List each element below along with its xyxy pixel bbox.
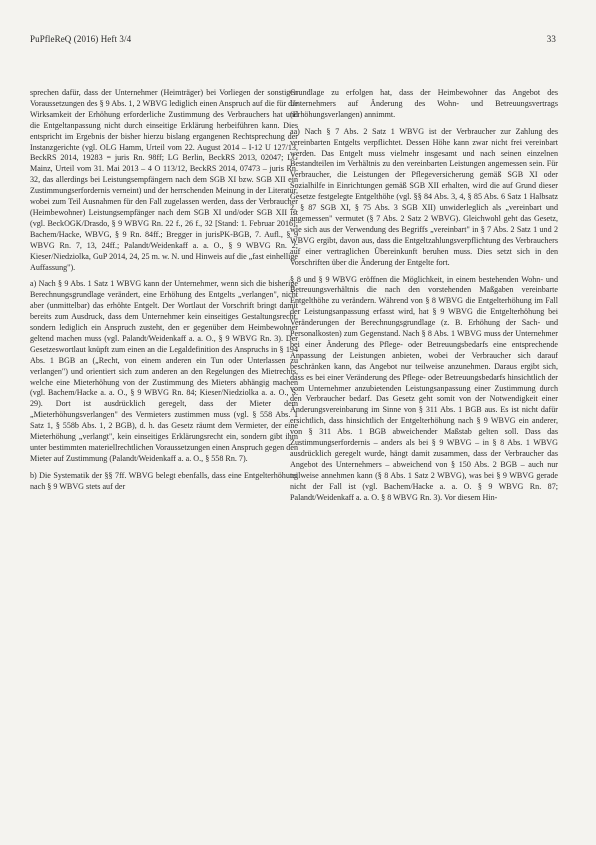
page-header <box>30 34 556 48</box>
left-paragraph-1: sprechen dafür, dass der Unternehmer (Heimträger) bei Vorliegen der sonstigen Voraussetzungen des § 9 Abs. 1, 2 WBVG lediglich einen Anspruch auf die für die Wirksamkeit der Erhöhung erforderliche Zustimmung des Verbrauchers hat und die Entgeltanpassung nicht durch einseitige Erklärung herbeiführen kann. Dies entspricht im Ergebnis der bisher hierzu bislang ergangenen Rechtsprechung der Instanzgerichte (vgl. OLG Hamm, Urteil vom 22. August 2014 – I-12 U 127/13, BeckRS 2014, 19283 = juris Rn. 98ff; LG Berlin, BeckRS 2013, 02047; LG Mainz, Urteil vom 31. Mai 2013 – 4 O 113/12, BeckRS 2014, 07473 – juris Rn. 32, das allerdings bei Leistungsempfängern nach dem SGB XI bzw. SGB XII ein Zustimmungserfordernis verneint) und der herrschenden Meinung in der Literatur, wobei zum Teil Ausnahmen für den Fall zugelassen werden, dass der Verbraucher (Heimbewohner) Leistungsempfänger nach dem SGB XI und/oder SGB XII ist (vgl. BeckOGK/Drasdo, § 9 WBVG Rn. 22 f., 26 f., 32 [Stand: 1. Februar 2016]; Bachem/Hacke, WBVG, § 9 Rn. 84ff.; Bregger in jurisPK-BGB, 7. Aufl., § 9 WBVG Rn. 7, 13, 24ff.; Palandt/Weidenkaff a. a. O., § 9 WBVG Rn. 2; Kieser/Niedziolka, GuP 2014, 24, 25 m. w. N. und Hinweis auf die „fast einhellige Auffassung"). <box>30 88 298 272</box>
left-paragraph-2: a) Nach § 9 Abs. 1 Satz 1 WBVG kann der Unternehmer, wenn sich die bisherige Berechnungsgrundlage verändert, eine Erhöhung des Entgelts „verlangen", nicht aber (unmittelbar) das erhöhte Entgelt. Der Wortlaut der Vorschrift bringt damit bereits zum Ausdruck, dass dem Unternehmer kein einseitiges Gestaltungsrecht, sondern lediglich ein Anspruch zusteht, den er gegenüber dem Heimbewohner geltend machen muss (vgl. Palandt/Weidenkaff a. a. O., § 9 WBVG Rn. 3). Der Gesetzeswortlaut knüpft zum einen an die Legaldefinition des Anspruchs in § 194 Abs. 1 BGB an („Recht, von einem anderen ein Tun oder Unterlassen zu verlangen") und orientiert sich zum anderen an den Regelungen des Mietrechts, welche eine Mieterhöhung von der Zustimmung des Mieters abhängig machen (vgl. Bachem/Hacke a. a. O., § 9 WBVG Rn. 84; Kieser/Niedziolka a. a. O., S. 29). Dort ist ausdrücklich geregelt, dass der Mieter dem „Mieterhöhungsverlangen" des Vermieters zustimmen muss (vgl. § 558 Abs. 1 Satz 1, § 558b Abs. 1, 2 BGB), d. h. das Gesetz räumt dem Vermieter, der eine Mieterhöhung „verlangt", kein einseitiges Erklärungsrecht ein, sondern gibt ihm unter bestimmten materiellrechtlichen Voraussetzungen einen Anspruch gegen den Mieter auf Zustimmung (Palandt/Weidenkaff a. a. O., § 558 Rn. 7). <box>30 279 298 463</box>
left-paragraph-3: b) Die Systematik der §§ 7ff. WBVG belegt ebenfalls, dass eine Entgelterhöhung nach § 9 WBVG stets auf der <box>30 470 298 491</box>
right-column <box>290 88 558 508</box>
right-paragraph-2: aa) Nach § 7 Abs. 2 Satz 1 WBVG ist der Verbraucher zur Zahlung des vereinbarten Entgelts verpflichtet. Dessen Höhe kann zwar nicht frei vereinbart werden. Das Entgelt muss vielmehr insgesamt und nach seinen einzelnen Bestandteilen im Verhältnis zu den vereinbarten Leistungen angemessen sein. Für Verbraucher, die Leistungen der Pflegeversicherung gemäß SGB XI oder Sozialhilfe in Einrichtungen gemäß SGB XII erhalten, wird die auf Grund dieser Gesetze festgelegte Entgelthöhe (vgl. §§ 84 Abs. 3, 4, § 85 Abs. 6 Satz 1 Halbsatz 2, § 87 SGB XI, § 75 Abs. 3 SGB XII) unwiderleglich als „vereinbart und angemessen" vermutet (§ 7 Abs. 2 Satz 2 WBVG). Gleichwohl geht das Gesetz, wie sich aus der Verwendung des Begriffs „vereinbart" in § 7 Abs. 2 Satz 1 und 2 WBVG ergibt, davon aus, dass die Entgeltzahlungsverpflichtung des Verbrauchers auf einer vertraglichen Übereinkunft beruhen muss. Dies setzt sich in den Vorschriften über die Änderung der Entgelte fort. <box>290 126 558 267</box>
right-paragraph-3: § 8 und § 9 WBVG eröffnen die Möglichkeit, in einem bestehenden Wohn- und Betreuungsverhältnis die nach den vorstehenden Maßgaben vereinbarte Entgelthöhe zu verändern. Während von § 8 WBVG die Entgelterhöhung im Fall der Leistungsanpassung erfasst wird, hat § 9 WBVG die Entgelterhöhung bei Veränderungen der Berechnungsgrundlage (z. B. Erhöhung der Sach- und Personalkosten) zum Gegenstand. Nach § 8 Abs. 1 WBVG muss der Unternehmer bei einer Änderung des Pflege- oder Betreuungsbedarfs eine entsprechende Anpassung der Leistungen anbieten, wobei der Verbraucher sich darauf beschränken kann, das Angebot nur teilweise anzunehmen. Daraus ergibt sich, dass es bei einer Veränderung des Pflege- oder Betreuungsbedarfs hinsichtlich der vom Unternehmer anzubietenden Leistungsanpassung einer Zustimmung durch den Verbraucher bedarf. Das Gesetz geht somit von der Notwendigkeit einer Änderungsvereinbarung im Sinne von § 311 Abs. 1 BGB aus. Es ist nicht dafür ersichtlich, dass hinsichtlich der Entgelterhöhung nach § 9 WBVG ein anderer, von § 311 Abs. 1 BGB abweichender Maßstab gelten soll. Dass das Zustimmungserfordernis – anders als bei § 9 WBVG – in § 8 Abs. 1 WBVG ausdrücklich geregelt wurde, hängt damit zusammen, dass der Verbraucher das Angebot des Unternehmers – abweichend von § 150 Abs. 2 BGB – auch nur teilweise annehmen kann (§ 8 Abs. 1 Satz 2 WBVG), was bei § 9 WBVG gerade nicht der Fall ist (vgl. Bachem/Hacke a. a. O. § 9 WBVG Rn. 87; Palandt/Weidenkaff a. a. O. § 8 WBVG Rn. 3). Vor diesem Hin- <box>290 274 558 502</box>
page-number: 33 <box>546 34 556 44</box>
journal-title: PuPfleReQ (2016) Heft 3/4 <box>30 34 132 44</box>
right-paragraph-1: Grundlage zu erfolgen hat, dass der Heimbewohner das Angebot des Unternehmers auf Änderung des Wohn- und Betreuungsvertrags (Erhöhungsverlangen) annimmt. <box>290 88 558 119</box>
left-column <box>30 88 298 497</box>
